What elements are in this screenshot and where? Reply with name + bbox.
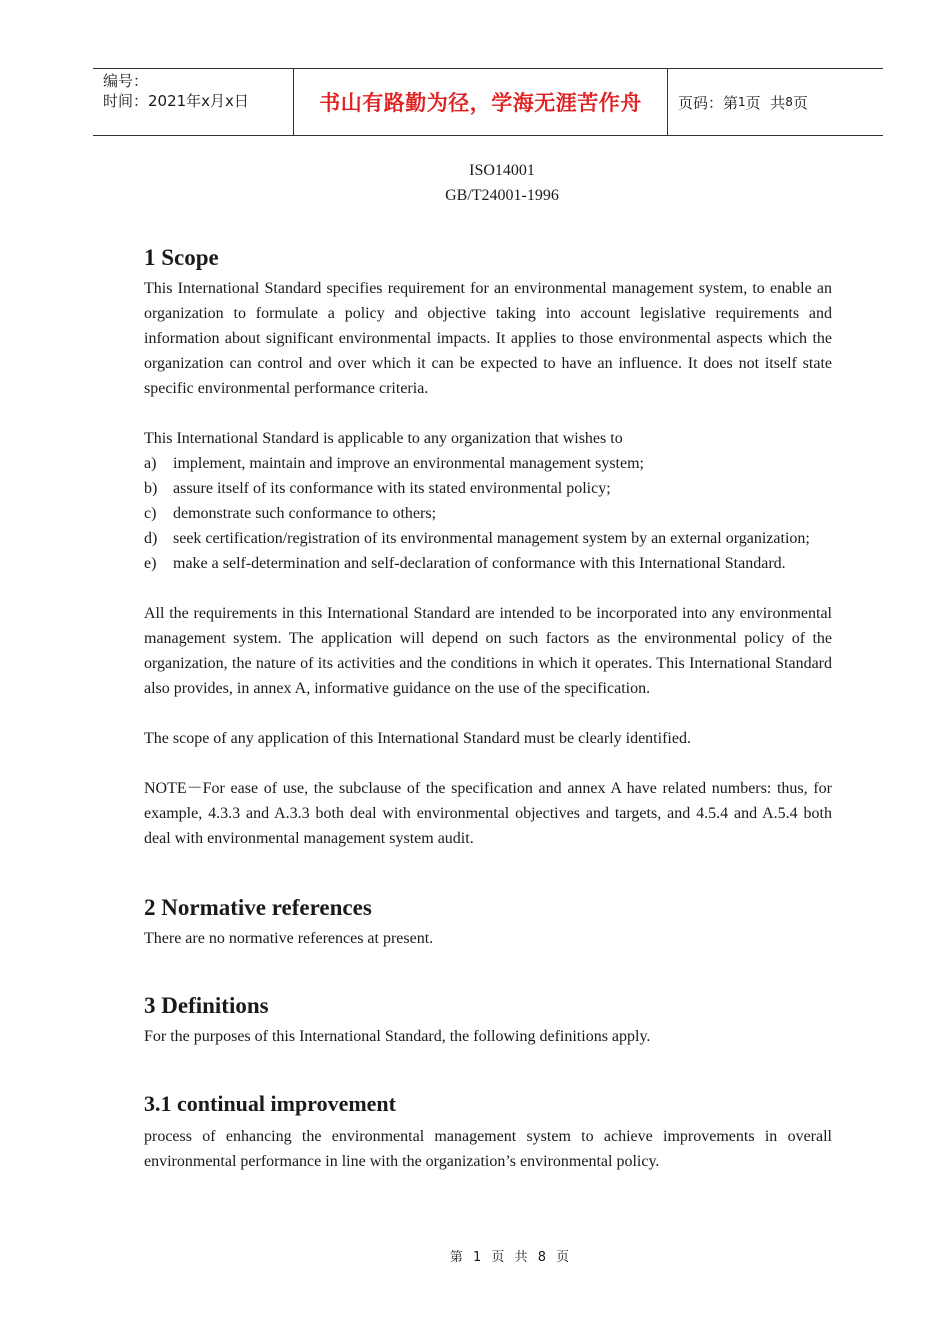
- section-title-definitions: 3 Definitions: [144, 993, 269, 1018]
- list-item-label: d): [144, 530, 158, 547]
- number-label: 编号：: [103, 72, 149, 90]
- page-label-suffix: 页: [792, 93, 808, 112]
- scope-note: NOTE－For ease of use, the subclause of the specification and annex A have related numbers: thus, for example, 4.3.3 and A.3.3 both deal with environmental objectives and targets, and 4.5.4 and A.5.4 both deal with environmental management system audit.: [144, 780, 832, 847]
- list-item-label: b): [144, 480, 158, 497]
- list-item-text: assure itself of its conformance with its stated environmental policy;: [173, 480, 611, 497]
- spacer: [144, 1049, 832, 1084]
- scope-list: [144, 451, 832, 576]
- spacer: [144, 701, 832, 726]
- list-item-text: seek certification/registration of its environmental management system by an external organization;: [173, 530, 810, 547]
- document-ids: [27, 158, 950, 208]
- list-item-label: c): [144, 505, 157, 522]
- document-body: [144, 238, 832, 1174]
- motto-text: 书山有路勤为径，学海无涯苦作舟: [319, 91, 642, 115]
- list-item: [144, 501, 832, 526]
- header-page-cell: [668, 69, 883, 135]
- doc-id-iso: ISO14001: [469, 162, 535, 179]
- scope-paragraph-4: The scope of any application of this International Standard must be clearly identified.: [144, 730, 691, 747]
- scope-paragraph-3: All the requirements in this International Standard are intended to be incorporated into any environmental management system. The application will depend on such factors as the environmental policy of the organization, the nature of its activities and the conditions in which it operates. This International Standard also provides, in annex A, informative guidance on the use of the specification.: [144, 605, 832, 697]
- list-item: [144, 476, 832, 501]
- header-table: [93, 68, 883, 136]
- page-label-mid: 页 共: [745, 93, 786, 112]
- doc-id-gb: GB/T24001-1996: [445, 187, 559, 204]
- list-item-text: implement, maintain and improve an environmental management system;: [173, 455, 644, 472]
- header-motto-cell: [294, 69, 668, 135]
- normative-paragraph: There are no normative references at present.: [144, 930, 434, 947]
- page-current: 1: [738, 95, 746, 109]
- section-title-normative: 2 Normative references: [144, 895, 372, 920]
- page-label-prefix: 页码：第: [678, 93, 739, 112]
- continual-improvement-paragraph: process of enhancing the environmental management system to achieve improvements in overall environmental performance in line with the organization’s environmental policy.: [144, 1128, 832, 1170]
- list-item: [144, 451, 832, 476]
- spacer: [144, 751, 832, 776]
- list-item-label: a): [144, 455, 157, 472]
- section-title-continual-improvement: 3.1 continual improvement: [144, 1091, 396, 1116]
- list-item: [144, 551, 832, 576]
- page-footer: 第 1 页 共 8 页: [449, 1250, 573, 1265]
- list-item-text: make a self-determination and self-declaration of conformance with this International Standard.: [173, 555, 786, 572]
- scope-paragraph-2: This International Standard is applicable to any organization that wishes to: [144, 430, 623, 447]
- spacer: [144, 576, 832, 601]
- spacer: [144, 851, 832, 888]
- spacer: [144, 401, 832, 426]
- time-label: 时间：2021年x月x日: [103, 92, 249, 110]
- header-meta-cell: [93, 69, 294, 135]
- page-total: 8: [785, 95, 793, 109]
- definitions-paragraph: For the purposes of this International Standard, the following definitions apply.: [144, 1028, 651, 1045]
- list-item: [144, 526, 832, 551]
- section-title-scope: 1 Scope: [144, 245, 219, 270]
- list-item-text: demonstrate such conformance to others;: [173, 505, 437, 522]
- spacer: [144, 951, 832, 986]
- list-item-label: e): [144, 555, 157, 572]
- scope-paragraph-1: This International Standard specifies requirement for an environmental management system, to enable an organization to formulate a policy and objective taking into account legislative requirements and information about significant environmental impacts. It applies to those environmental aspects which the organization can control and over which it can be expected to have an influence. It does not itself state specific environmental performance criteria.: [144, 280, 832, 397]
